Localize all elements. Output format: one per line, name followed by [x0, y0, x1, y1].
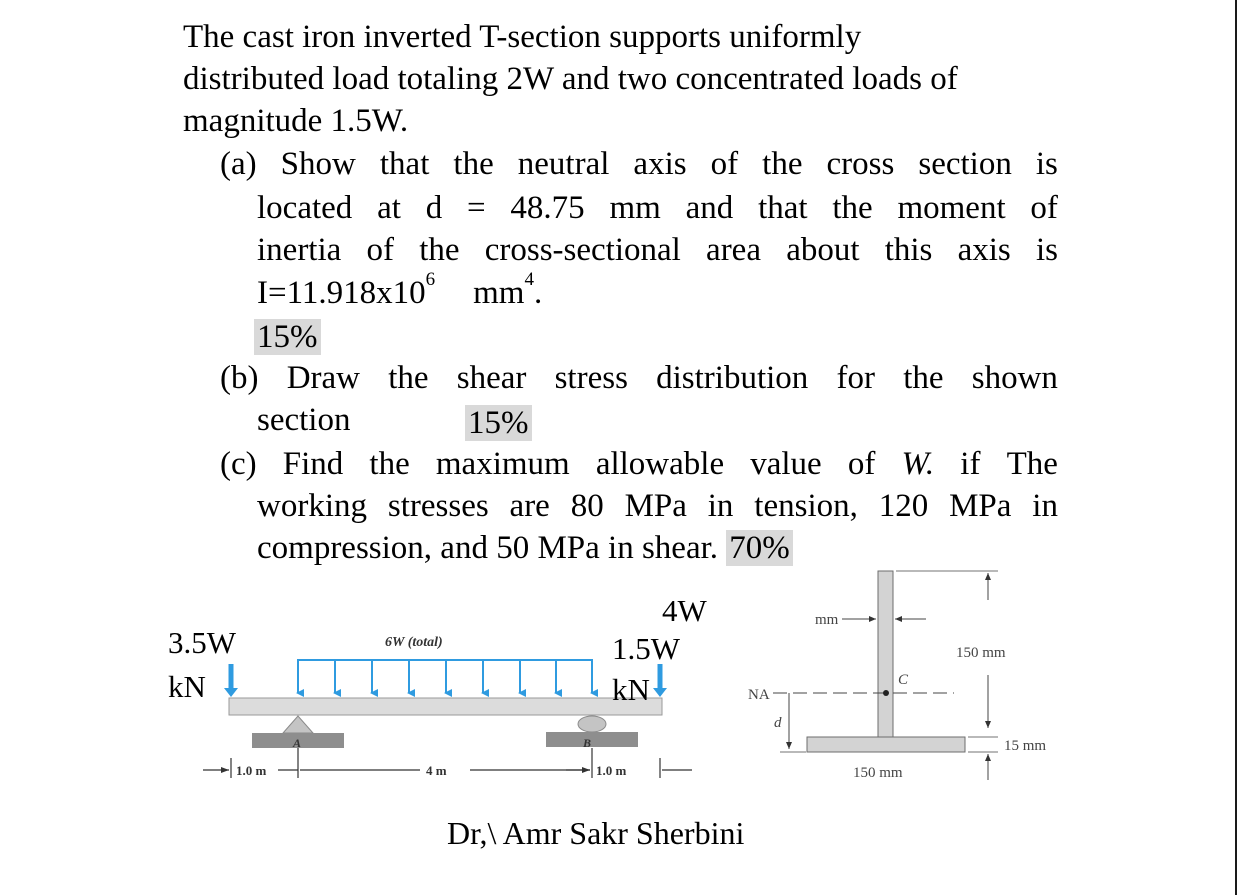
word: about — [786, 232, 860, 268]
word: section — [918, 146, 1012, 182]
right-load-label-2: kN — [612, 672, 650, 707]
flange-thickness-label: 15 mm — [1004, 738, 1047, 754]
part-c-line-3: compression, and 50 MPa in shear. 70% — [257, 527, 793, 569]
word: Show — [280, 146, 356, 182]
part-b-weight: 15% — [465, 402, 532, 444]
word: distribution — [656, 360, 809, 396]
beam — [229, 698, 662, 715]
intro-line-2: distributed load totaling 2W and two concentrated loads of — [183, 61, 958, 97]
page-right-border — [1235, 0, 1237, 895]
part-c-word: if — [960, 446, 981, 482]
distributed-load-label: 6W (total) — [385, 635, 443, 650]
word: that — [379, 146, 430, 182]
word: located — [257, 190, 353, 226]
part-c-word: Find — [282, 446, 344, 482]
dim-right-label: 1.0 m — [596, 763, 627, 778]
left-load-label-1: 3.5W — [168, 625, 237, 660]
section-flange — [807, 737, 965, 752]
cross-section-diagram — [740, 560, 1080, 790]
word: in — [707, 488, 734, 524]
word: is — [1035, 146, 1058, 182]
support-a-pin — [283, 716, 313, 733]
support-b-base — [546, 732, 638, 747]
section-web — [878, 571, 893, 737]
word: Draw — [286, 360, 360, 396]
word: moment — [897, 190, 1006, 226]
word: in — [1032, 488, 1058, 524]
part-c-variable-w: W. — [901, 446, 935, 482]
word: MPa — [949, 488, 1012, 524]
word: = — [467, 190, 486, 226]
word: stress — [554, 360, 628, 396]
word: 80 — [570, 488, 604, 524]
word: 120 — [878, 488, 929, 524]
word: the — [832, 190, 873, 226]
flange-width-label: 150 mm — [853, 765, 903, 781]
support-a-label: A — [293, 736, 302, 750]
word: axis — [957, 232, 1011, 268]
intro-line-3: magnitude 1.5W. — [183, 103, 409, 139]
word: cross-sectional — [484, 232, 681, 268]
word: axis — [633, 146, 687, 182]
word: the — [419, 232, 460, 268]
centroid-point — [883, 690, 889, 696]
word: mm — [609, 190, 661, 226]
word: and — [685, 190, 734, 226]
dim-left-label: 1.0 m — [236, 763, 267, 778]
author-footer: Dr,\ Amr Sakr Sherbini — [447, 815, 745, 851]
word: stresses — [387, 488, 489, 524]
word: MPa — [624, 488, 687, 524]
word: neutral — [517, 146, 610, 182]
part-c-word: The — [1006, 446, 1058, 482]
web-height-label: 150 mm — [956, 645, 1006, 661]
word: of — [1030, 190, 1058, 226]
intro-line-1: The cast iron inverted T-section supports uniformly — [183, 19, 862, 55]
part-c-word: maximum — [435, 446, 570, 482]
word: shear — [456, 360, 527, 396]
word: of — [366, 232, 394, 268]
part-a-weight: 15% — [254, 316, 321, 358]
word: cross — [826, 146, 895, 182]
part-a-inertia: $I=11.918x10^6$ $mm^4$. — [257, 269, 543, 311]
word: (b) — [220, 360, 259, 396]
support-b-label: B — [583, 736, 592, 750]
word: the — [388, 360, 429, 396]
word: is — [1035, 232, 1058, 268]
word: this — [884, 232, 933, 268]
left-point-load-head — [224, 688, 238, 697]
neutral-axis-label: NA — [748, 687, 770, 703]
dim-mid-label: 4 m — [426, 763, 447, 778]
word: (a) — [220, 146, 257, 182]
support-b-roller — [578, 716, 606, 732]
left-load-label-2: kN — [168, 669, 206, 704]
d-label: d — [774, 715, 782, 731]
word: that — [758, 190, 808, 226]
word: tension, — [754, 488, 858, 524]
part-c-word: of — [847, 446, 876, 482]
centroid-label: C — [898, 672, 909, 688]
part-c-word: the — [369, 446, 410, 482]
part-c-word: value — [750, 446, 822, 482]
word: working — [257, 488, 367, 524]
word: d — [425, 190, 443, 226]
word: shown — [971, 360, 1058, 396]
word: for — [836, 360, 875, 396]
part-c-word: (c) — [220, 446, 257, 482]
word: area — [706, 232, 761, 268]
word: the — [762, 146, 803, 182]
web-thickness-label: mm — [815, 612, 839, 628]
right-load-label-1: 1.5W — [612, 631, 681, 666]
word: 48.75 — [510, 190, 585, 226]
part-b-line-2: section — [257, 402, 351, 438]
distributed-load-arrows — [298, 660, 592, 693]
right-top-load-label: 4W — [662, 593, 707, 628]
word: of — [710, 146, 739, 182]
part-c-word: allowable — [595, 446, 725, 482]
word: the — [453, 146, 494, 182]
part-c-weight: 70% — [726, 530, 793, 566]
word: inertia — [257, 232, 342, 268]
right-point-load-head — [653, 688, 667, 697]
word: are — [509, 488, 550, 524]
word: the — [903, 360, 944, 396]
word: at — [377, 190, 401, 226]
